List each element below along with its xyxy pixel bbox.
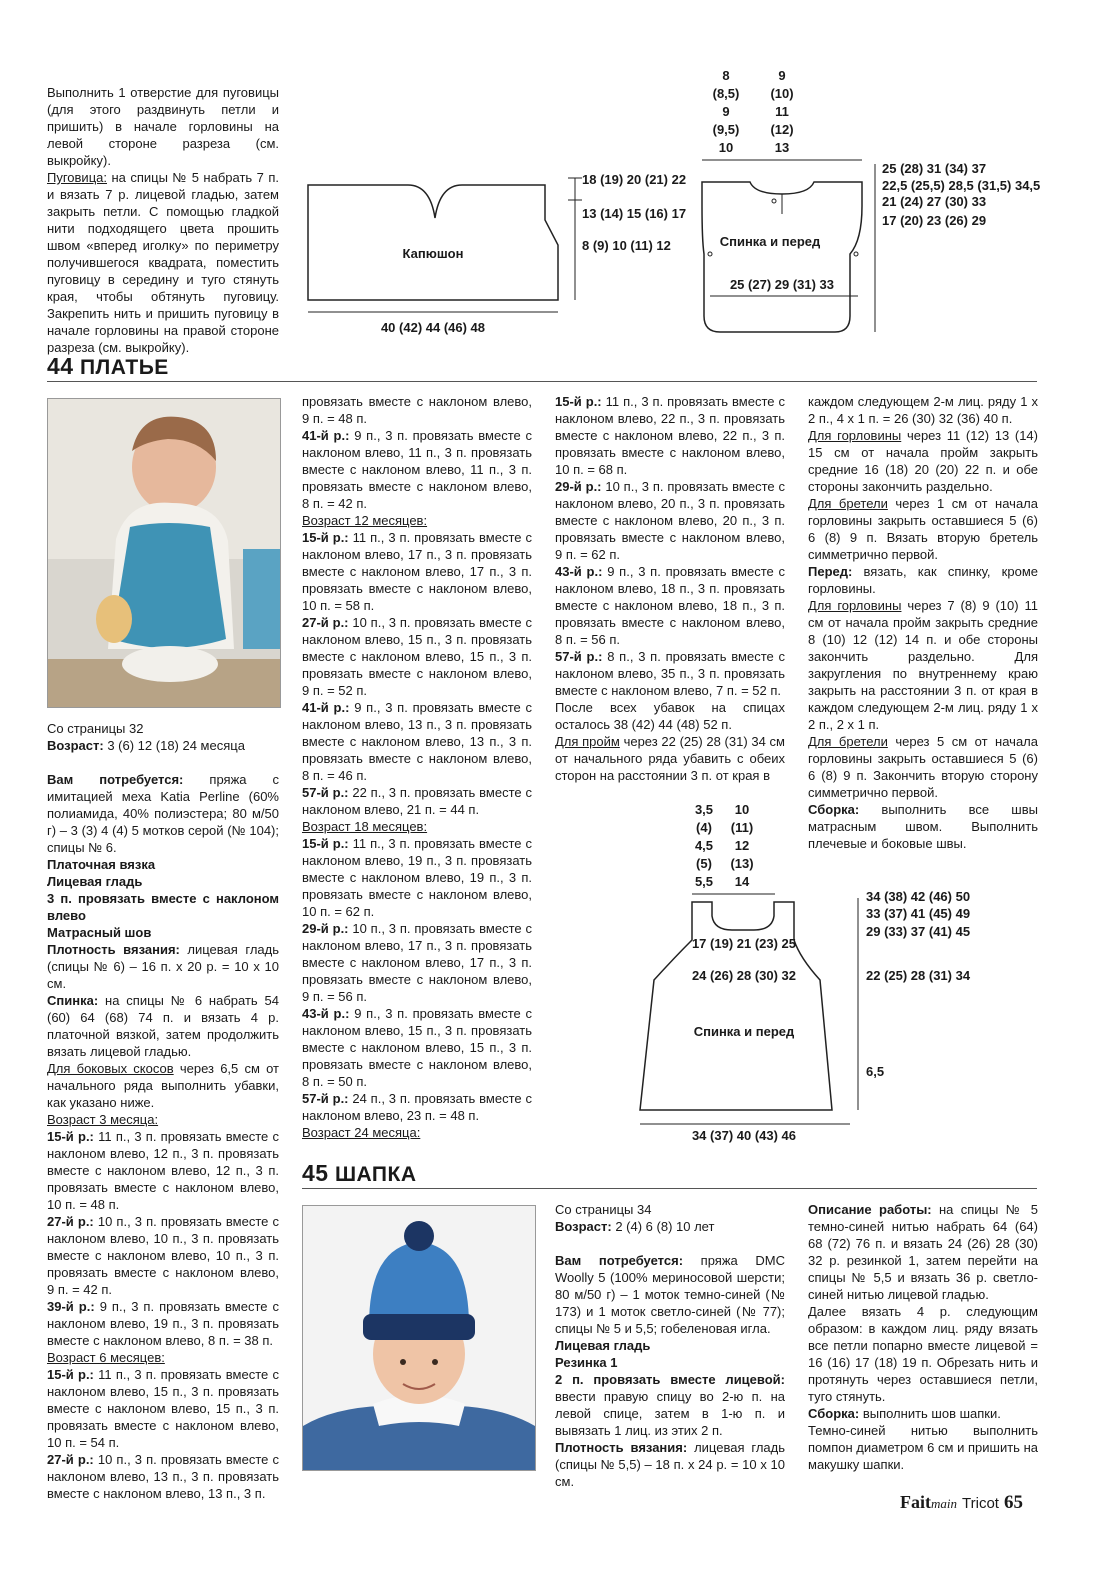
dress-tech-4: Матрасный шов xyxy=(47,925,152,940)
hat-photo xyxy=(302,1205,536,1471)
row-label: 43-й р.: xyxy=(302,1006,350,1021)
bf-top-left-0: 8 xyxy=(722,68,730,83)
row-text: 9 п., 3 п. провязать вместе с наклоном влево, 13 п., 3 п. провязать вместе с наклоном влево, 13 п., 3 п. провязать вместе с наклоном влево, 8 п. = 46 п. xyxy=(302,700,532,783)
dd-r3: 29 (33) 37 (41) 45 xyxy=(866,924,971,939)
row-label: 39-й р.: xyxy=(47,1299,95,1314)
hat-age-label: Возраст: xyxy=(555,1219,612,1234)
hat-need-value: пряжа DMC Woolly 5 (100% мериносовой шерсти; 80 м/50 г) – 1 моток темно-синей (№ 173) и 1 моток светло-синей (№ 77); спицы № 5 и 5,5; гобеленовая игла. xyxy=(555,1253,785,1336)
row-text-continued: провязать вместе с наклоном влево, 9 п. = 48 п. xyxy=(302,394,532,426)
brand-fait: Fait xyxy=(900,1492,932,1512)
row-label: 57-й р.: xyxy=(302,785,349,800)
hood-dim-top: 18 (19) 20 (21) 22 xyxy=(582,172,687,187)
hat-density-label: Плотность вязания: xyxy=(555,1440,688,1455)
row-text: 11 п., 3 п. провязать вместе с наклоном влево, 15 п., 3 п. провязать вместе с наклоном влево, 15 п., 3 п. провязать вместе с наклоном влево, 10 п. = 54 п. xyxy=(47,1367,279,1450)
dd-top-right-3: (13) xyxy=(730,856,754,871)
section-44-name: ПЛАТЬЕ xyxy=(79,356,169,379)
hat-age-value: 2 (4) 6 (8) 10 лет xyxy=(615,1219,715,1234)
dd-width-bottom: 34 (37) 40 (43) 46 xyxy=(691,1128,797,1143)
dress-age6: Возраст 6 месяцев: xyxy=(47,1350,165,1365)
bf-top-left-1: (8,5) xyxy=(712,86,740,101)
dress-fneck-value: через 7 (8) 9 (10) 11 см от начала пройм закрыть средние 8 (10) 12 (12) 14 п. и обе стороны закончить раздельно. Для закругления по внутреннему краю закрыть на расстоянии 3 п. от края в каждом следующем 2-м лиц. ряду 1 х 2 п., 2 х 1 п. xyxy=(808,598,1038,732)
dress-from-page: Со страницы 32 xyxy=(47,721,144,736)
hat-tech-1: Лицевая гладь xyxy=(555,1338,651,1353)
row-text: 10 п., 3 п. провязать вместе с наклоном влево, 20 п., 3 п. провязать вместе с наклоном влево, 20 п., 3 п. провязать вместе с наклоном влево, 9 п. = 62 п. xyxy=(555,479,785,562)
hat-tech-3-label: 2 п. провязать вместе лицевой: xyxy=(555,1372,785,1387)
dress-sides-label: Для боковых скосов xyxy=(47,1061,174,1076)
dress-col-2 xyxy=(302,393,532,1141)
dd-top-right-1: (11) xyxy=(730,820,754,835)
dress-tech-3: 3 п. провязать вместе с наклоном влево xyxy=(47,891,279,923)
dd-top-left-2: 4,5 xyxy=(694,838,714,853)
top-text-p1: Выполнить 1 отверстие для пуговицы (для этого раздвинуть петли и пришить) в начале горловины на левой стороне разреза (см. выкройку). xyxy=(47,85,279,168)
dress-arm-value: через 22 (25) 28 (31) 34 см от начального ряда убавить с обеих сторон на расстоянии 3 п. от края в xyxy=(555,734,785,783)
dress-density-value: лицевая гладь (спицы № 6) – 16 п. х 20 р. = 10 х 10 см. xyxy=(47,942,279,991)
row-label: 29-й р.: xyxy=(302,921,349,936)
bf-r4: 17 (20) 23 (26) 29 xyxy=(882,213,987,228)
dress-need-label: Вам потребуется: xyxy=(47,772,184,787)
page-footer xyxy=(900,1492,1023,1514)
bf-top-right-2: 11 xyxy=(775,104,789,119)
row-text: 24 п., 3 п. провязать вместе с наклоном влево, 23 п. = 48 п. xyxy=(302,1091,532,1123)
row-label: 15-й р.: xyxy=(47,1129,94,1144)
brand-main: main xyxy=(931,1496,958,1511)
hat-next: Далее вязать 4 р. следующим образом: в каждом лиц. ряду вязать все петли попарно вместе лицевой = 16 (16) 17 (18) 19 п. Обрезать нить и протянуть через оставшиеся петли, туго стянуть. xyxy=(808,1304,1038,1404)
row-text: 10 п., 3 п. провязать вместе с наклоном влево, 15 п., 3 п. провязать вместе с наклоном влево, 15 п., 3 п. провязать вместе с наклоном влево, 9 п. = 52 п. xyxy=(302,615,532,698)
hood-diagram xyxy=(290,160,710,340)
dd-r1: 34 (38) 42 (46) 50 xyxy=(866,889,971,904)
dd-r4: 22 (25) 28 (31) 34 xyxy=(866,968,971,983)
bf-top-right-0: 9 xyxy=(778,68,786,83)
section-44-title xyxy=(47,353,169,380)
dress-col-4 xyxy=(808,393,1038,852)
bf-r2: 22,5 (25,5) 28,5 (31,5) 34,5 xyxy=(882,178,1041,193)
bf-width: 25 (27) 29 (31) 33 xyxy=(729,277,835,292)
section-45-number: 45 xyxy=(302,1160,329,1186)
section-45-rule xyxy=(302,1188,1037,1189)
hood-dim-low: 8 (9) 10 (11) 12 xyxy=(582,238,671,253)
row-text: 11 п., 3 п. провязать вместе с наклоном влево, 12 п., 3 п. провязать вместе с наклоном влево, 12 п., 3 п. провязать вместе с наклоном влево, 10 п. = 48 п. xyxy=(47,1129,279,1212)
bf-top-right-3: (12) xyxy=(770,122,794,137)
hat-col-2 xyxy=(808,1201,1038,1473)
section-45-name: ШАПКА xyxy=(334,1163,417,1186)
button-label: Пуговица: xyxy=(47,170,107,185)
dd-width-neck: 17 (19) 21 (23) 25 xyxy=(691,936,797,951)
hat-assembly-value: выполнить шов шапки. xyxy=(862,1406,1001,1421)
row-label: 27-й р.: xyxy=(47,1214,94,1229)
button-text: на спицы № 5 набрать 7 п. и вязать 7 р. лицевой гладью, затем закрыть петли. С помощью гладкой нити подходящего цвета прошить швом «вперед иголку» по периметру получившегося квадрата, поместить пуговицу в середину и туго стянуть края, чтобы обтянуть пуговицу. Закрепить нить и пришить пуговицу в начале горловины на правой стороне разреза (см. выкройку). xyxy=(47,170,279,355)
dress-front-label: Перед: xyxy=(808,564,853,579)
dd-top-left-0: 3,5 xyxy=(694,802,714,817)
dd-top-left-3: (5) xyxy=(696,856,712,871)
dress-age18: Возраст 18 месяцев: xyxy=(302,819,428,834)
dress-after: После всех убавок на спицах осталось 38 (42) 44 (48) 52 п. xyxy=(555,700,785,732)
row-label: 15-й р.: xyxy=(555,394,602,409)
row-label: 15-й р.: xyxy=(302,836,349,851)
row-label: 57-й р.: xyxy=(555,649,603,664)
row-text: 9 п., 3 п. провязать вместе с наклоном влево, 15 п., 3 п. провязать вместе с наклоном влево, 15 п., 3 п. провязать вместе с наклоном влево, 8 п. = 50 п. xyxy=(302,1006,532,1089)
row-label: 41-й р.: xyxy=(302,700,350,715)
hat-col-1 xyxy=(555,1201,785,1490)
row-text: 10 п., 3 п. провязать вместе с наклоном влево, 13 п., 3 п. провязать вместе с наклоном влево, 13 п., 3 п. xyxy=(47,1452,279,1501)
dress-strap-label: Для бретели xyxy=(808,496,888,511)
dress-fstrap-value: через 5 см от начала горловины закрыть оставшиеся 5 (6) 6 (8) 9 п. Закончить вторую сторону симметрично первой. xyxy=(808,734,1038,800)
dress-fneck-label: Для горловины xyxy=(808,598,902,613)
dress-age-label: Возраст: xyxy=(47,738,104,753)
dress-photo xyxy=(47,398,281,708)
bf-top-left-2: 9 xyxy=(722,104,730,119)
dress-density-label: Плотность вязания: xyxy=(47,942,180,957)
dd-top-left-4: 5,5 xyxy=(694,874,714,889)
dd-top-right-2: 12 xyxy=(734,838,750,853)
hat-tech-2: Резинка 1 xyxy=(555,1355,618,1370)
hat-pompom: Темно-синей нитью выполнить помпон диаметром 6 см и пришить на макушку шапки. xyxy=(808,1423,1038,1472)
hat-work-label: Описание работы: xyxy=(808,1202,932,1217)
hood-label: Капюшон xyxy=(402,246,464,261)
dd-r5: 6,5 xyxy=(866,1064,885,1079)
hood-dim-bottom: 40 (42) 44 (46) 48 xyxy=(380,320,486,335)
row-text: 11 п., 3 п. провязать вместе с наклоном влево, 17 п., 3 п. провязать вместе с наклоном влево, 17 п., 3 п. провязать вместе с наклоном влево, 10 п. = 58 п. xyxy=(302,530,532,613)
row-text: 10 п., 3 п. провязать вместе с наклоном влево, 10 п., 3 п. провязать вместе с наклоном влево, 10 п., 3 п. провязать вместе с наклоном влево, 9 п. = 42 п. xyxy=(47,1214,279,1297)
row-text: 22 п., 3 п. провязать вместе с наклоном влево, 21 п. = 44 п. xyxy=(302,785,532,817)
hat-need-label: Вам потребуется: xyxy=(555,1253,684,1268)
hat-from-page: Со страницы 34 xyxy=(555,1202,652,1217)
row-text: 9 п., 3 п. провязать вместе с наклоном влево, 18 п., 3 п. провязать вместе с наклоном влево, 18 п., 3 п. провязать вместе с наклоном влево, 8 п. = 56 п. xyxy=(555,564,785,647)
dress-back-value: на спицы № 6 набрать 54 (60) 64 (68) 74 п. и вязать 4 р. платочной вязкой, затем продолжить вязать лицевой гладью. xyxy=(47,993,279,1059)
bf-top-right-1: (10) xyxy=(770,86,794,101)
dress-back-label: Спинка: xyxy=(47,993,99,1008)
dress-neck-value: через 11 (12) 13 (14) 15 см от начала пройм закрыть средние 16 (18) 20 (20) 22 п. и обе стороны закончить раздельно. xyxy=(808,428,1038,494)
dress-col-3 xyxy=(555,393,785,784)
section-45-title xyxy=(302,1160,417,1187)
dress-neck-label: Для горловины xyxy=(808,428,902,443)
dress-front-value: вязать, как спинку, кроме горловины. xyxy=(808,564,1038,596)
brand-tricot: Tricot xyxy=(962,1495,999,1512)
dd-width-chest: 24 (26) 28 (30) 32 xyxy=(691,968,797,983)
dress-col-1 xyxy=(47,720,279,1502)
bf-r3: 21 (24) 27 (30) 33 xyxy=(882,194,987,209)
bf-top-right-4: 13 xyxy=(774,140,790,155)
section-44-rule xyxy=(47,381,1037,382)
dress-arm-continued: каждом следующем 2-м лиц. ряду 1 х 2 п., 4 х 1 п. = 26 (30) 32 (36) 40 п. xyxy=(808,394,1038,426)
dress-age3: Возраст 3 месяца: xyxy=(47,1112,159,1127)
hat-assembly-label: Сборка: xyxy=(808,1406,860,1421)
hood-dim-mid: 13 (14) 15 (16) 17 xyxy=(582,206,687,221)
dress-strap-value: через 1 см от начала горловины закрыть оставшиеся 5 (6) 6 (8) 9 п. Вязать вторую бретель симметрично первой. xyxy=(808,496,1038,562)
dress-fstrap-label: Для бретели xyxy=(808,734,888,749)
bf-top-left-4: 10 xyxy=(718,140,734,155)
bf-top-left-3: (9,5) xyxy=(712,122,740,137)
dress-tech-1: Платочная вязка xyxy=(47,857,156,872)
bf-r1: 25 (28) 31 (34) 37 xyxy=(882,161,987,176)
dress-assembly-label: Сборка: xyxy=(808,802,860,817)
dress-need-value: пряжа с имитацией меха Katia Perline (60% полиамида, 40% полиэстера; 80 м/50 г) – 3 (3) 4 (4) 5 мотков серой (№ 104); спицы № 6. xyxy=(47,772,279,855)
dd-label: Спинка и перед xyxy=(693,1024,795,1039)
section-44-number: 44 xyxy=(47,353,74,379)
hat-work-value: на спицы № 5 темно-синей нитью набрать 64 (64) 68 (72) 76 п. и вязать 24 (26) 28 (30) 32 р. резинкой 1, затем перейти на спицы № 5,5 и вязать 36 р. светло-синей нитью лицевой гладью. xyxy=(808,1202,1038,1302)
dress-assembly-value: выполнить все швы матрасным швом. Выполнить плечевые и боковые швы. xyxy=(808,802,1038,851)
top-text-block xyxy=(47,84,279,356)
row-label: 15-й р.: xyxy=(302,530,349,545)
dress-sides-value: через 6,5 см от начального ряда выполнить убавки, как указано ниже. xyxy=(47,1061,279,1110)
dress-diagram xyxy=(620,798,990,1148)
page-number: 65 xyxy=(1004,1492,1023,1513)
hat-tech-3-value: ввести правую спицу во 2-ю п. на левой спице, затем в 1-ю п. и вывязать 1 лиц. из этих 2 п. xyxy=(555,1389,785,1438)
row-label: 57-й р.: xyxy=(302,1091,349,1106)
row-text: 10 п., 3 п. провязать вместе с наклоном влево, 17 п., 3 п. провязать вместе с наклоном влево, 17 п., 3 п. провязать вместе с наклоном влево, 9 п. = 56 п. xyxy=(302,921,532,1004)
row-label: 27-й р.: xyxy=(302,615,349,630)
row-label: 41-й р.: xyxy=(302,428,350,443)
bf-label: Спинка и перед xyxy=(719,234,821,249)
row-text: 9 п., 3 п. провязать вместе с наклоном влево, 19 п., 3 п. провязать вместе с наклоном влево, 8 п. = 38 п. xyxy=(47,1299,279,1348)
row-label: 27-й р.: xyxy=(47,1452,94,1467)
dd-r2: 33 (37) 41 (45) 49 xyxy=(866,906,971,921)
dress-age-value: 3 (6) 12 (18) 24 месяца xyxy=(107,738,245,753)
row-label: 29-й р.: xyxy=(555,479,602,494)
dress-age12: Возраст 12 месяцев: xyxy=(302,513,428,528)
dd-top-right-0: 10 xyxy=(734,802,750,817)
hat-density-value: лицевая гладь (спицы № 5,5) – 18 п. х 24 р. = 10 х 10 см. xyxy=(555,1440,785,1489)
back-front-diagram xyxy=(690,64,1060,354)
row-text: 11 п., 3 п. провязать вместе с наклоном влево, 22 п., 3 п. провязать вместе с наклоном влево, 22 п., 3 п. провязать вместе с наклоном влево, 10 п. = 68 п. xyxy=(555,394,785,477)
row-label: 15-й р.: xyxy=(47,1367,94,1382)
dress-tech-2: Лицевая гладь xyxy=(47,874,143,889)
dress-arm-label: Для пройм xyxy=(555,734,620,749)
row-text: 8 п., 3 п. провязать вместе с наклоном влево, 35 п., 3 п. провязать вместе с наклоном влево, 7 п. = 52 п. xyxy=(555,649,785,698)
dress-age24: Возраст 24 месяца: xyxy=(302,1125,421,1140)
dd-top-right-4: 14 xyxy=(734,874,750,889)
dd-top-left-1: (4) xyxy=(696,820,712,835)
row-label: 43-й р.: xyxy=(555,564,603,579)
row-text: 9 п., 3 п. провязать вместе с наклоном влево, 11 п., 3 п. провязать вместе с наклоном влево, 11 п., 3 п. провязать вместе с наклоном влево, 8 п. = 42 п. xyxy=(302,428,532,511)
row-text: 11 п., 3 п. провязать вместе с наклоном влево, 19 п., 3 п. провязать вместе с наклоном влево, 19 п., 3 п. провязать вместе с наклоном влево, 10 п. = 62 п. xyxy=(302,836,532,919)
